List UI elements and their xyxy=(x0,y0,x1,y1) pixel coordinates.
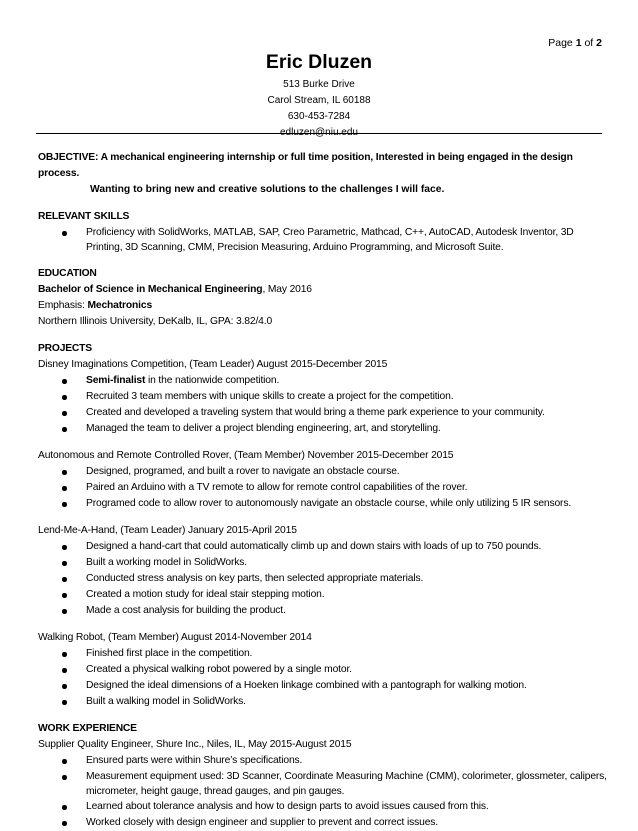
bullet-icon xyxy=(62,668,67,673)
objective-label: OBJECTIVE: xyxy=(38,152,99,163)
project-title: Walking Robot, (Team Member) August 2014-November 2014 xyxy=(38,632,312,643)
objective-line-1 xyxy=(38,150,608,182)
work-heading: WORK EXPERIENCE xyxy=(38,723,137,734)
bullet-icon xyxy=(62,379,67,384)
list-item: Proficiency with SolidWorks, MATLAB, SAP, Creo Parametric, Mathcad, C++, AutoCAD, Autodesk Inventor, 3D Printing, 3D Scanning, CMM, Precision Measuring, Arduino Programming, and Microsoft Suite. xyxy=(38,225,608,255)
list-item: Built a walking model in SolidWorks. xyxy=(38,694,608,710)
projects-heading: PROJECTS xyxy=(38,343,92,354)
list-item: Designed a hand-cart that could automatically climb up and down stairs with loads of up to 750 pounds. xyxy=(38,539,608,555)
list-item: Designed the ideal dimensions of a Hoeken linkage combined with a pantograph for walking motion. xyxy=(38,678,608,694)
address-line-2: Carol Stream, IL 60188 xyxy=(267,95,371,106)
header-divider xyxy=(36,133,602,134)
bullet-icon xyxy=(62,486,67,491)
education-heading: EDUCATION xyxy=(38,268,97,279)
bullet-icon xyxy=(62,561,67,566)
objective-text: A mechanical engineering internship or full time position, Interested in being engaged in the design process. xyxy=(38,152,573,179)
project-title: Disney Imaginations Competition, (Team Leader) August 2015-December 2015 xyxy=(38,359,388,370)
page-label: Page xyxy=(548,37,573,49)
list-item: Created and developed a traveling system that would bring a theme park experience to your community. xyxy=(38,405,608,421)
bullet-icon xyxy=(62,502,67,507)
email-address: edluzen@niu.edu xyxy=(280,127,358,138)
bullet-icon xyxy=(62,821,67,826)
bullet-icon xyxy=(62,395,67,400)
bullet-icon xyxy=(62,652,67,657)
bullet-icon xyxy=(62,577,67,582)
project-bullets xyxy=(38,646,608,710)
degree-date: , May 2016 xyxy=(262,284,312,295)
emphasis-value: Mechatronics xyxy=(87,300,153,311)
list-item: Designed, programed, and built a rover to navigate an obstacle course. xyxy=(38,464,608,480)
list-item: Created a physical walking robot powered by a single motor. xyxy=(38,662,608,678)
bullet-icon xyxy=(62,231,67,236)
job-title: Supplier Quality Engineer, Shure Inc., Niles, IL, May 2015-August 2015 xyxy=(38,739,352,750)
bullet-icon xyxy=(62,593,67,598)
project-bullets xyxy=(38,539,608,619)
project-title: Lend-Me-A-Hand, (Team Leader) January 2015-April 2015 xyxy=(38,525,297,536)
list-item: Finished first place in the competition. xyxy=(38,646,608,662)
page-indicator xyxy=(548,37,602,50)
bullet-icon xyxy=(62,609,67,614)
page-total: 2 xyxy=(596,37,602,49)
school-line: Northern Illinois University, DeKalb, IL, GPA: 3.82/4.0 xyxy=(38,316,273,327)
skills-heading: RELEVANT SKILLS xyxy=(38,211,130,222)
bullet-icon xyxy=(62,411,67,416)
resume-header xyxy=(0,50,638,141)
candidate-name: Eric Dluzen xyxy=(265,51,373,73)
list-item: Ensured parts were within Shure’s specifications. xyxy=(38,753,608,769)
page-of: of xyxy=(584,37,594,49)
list-item: Paired an Arduino with a TV remote to allow for remote control capabilities of the rover. xyxy=(38,480,608,496)
list-item: Conducted stress analysis on key parts, then selected appropriate materials. xyxy=(38,571,608,587)
list-item: Semi-finalist in the nationwide competition. xyxy=(38,373,608,389)
page-current: 1 xyxy=(575,37,582,49)
list-item: Measurement equipment used: 3D Scanner, Coordinate Measuring Machine (CMM), colorimeter, glossmeter, calipers, micrometer, height gauge, thread gauges, and pin gauges. xyxy=(38,769,608,799)
bullet-icon xyxy=(62,427,67,432)
degree-name: Bachelor of Science in Mechanical Engineering xyxy=(38,284,263,295)
project-bullets xyxy=(38,373,608,437)
bullet-icon xyxy=(62,470,67,475)
list-item: Managed the team to deliver a project blending engineering, art, and storytelling. xyxy=(38,421,608,437)
phone-number: 630-453-7284 xyxy=(287,111,351,122)
list-item: Built a working model in SolidWorks. xyxy=(38,555,608,571)
work-bullets xyxy=(38,753,608,831)
list-item: Recruited 3 team members with unique skills to create a project for the competition. xyxy=(38,389,608,405)
project-title: Autonomous and Remote Controlled Rover, (Team Member) November 2015-December 2015 xyxy=(38,450,454,461)
list-item: Learned about tolerance analysis and how to design parts to avoid issues caused from this. xyxy=(38,799,608,815)
objective-line-2: Wanting to bring new and creative solutions to the challenges I will face. xyxy=(90,184,445,195)
bullet-icon xyxy=(62,700,67,705)
list-item: Created a motion study for ideal stair stepping motion. xyxy=(38,587,608,603)
emphasis-line xyxy=(38,298,608,314)
project-bullets xyxy=(38,464,608,512)
bullet-icon xyxy=(62,684,67,689)
skills-list xyxy=(38,225,608,255)
list-item: Programed code to allow rover to autonomously navigate an obstacle course, while only utilizing 5 IR sensors. xyxy=(38,496,608,512)
bullet-icon xyxy=(62,805,67,810)
bullet-icon xyxy=(62,775,67,780)
list-item: Worked closely with design engineer and supplier to prevent and correct issues. xyxy=(38,815,608,831)
bullet-icon xyxy=(62,759,67,764)
emphasis-label: Emphasis: xyxy=(38,300,88,311)
degree-line xyxy=(38,282,608,298)
resume-body xyxy=(38,150,608,831)
bullet-icon xyxy=(62,545,67,550)
address-line-1: 513 Burke Drive xyxy=(283,79,355,90)
list-item: Made a cost analysis for building the product. xyxy=(38,603,608,619)
